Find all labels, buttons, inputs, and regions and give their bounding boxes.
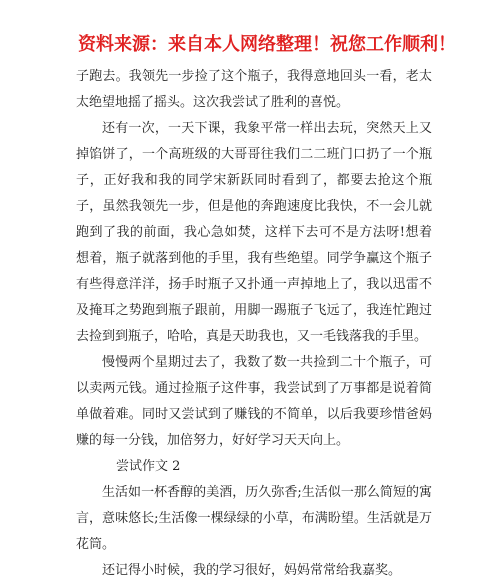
paragraph-continuation: 子跑去。我领先一步捡了这个瓶子，我得意地回头一看，老太太绝望地摇了摇头。这次我尝试了胜利的喜悦。 xyxy=(76,69,432,110)
document-body xyxy=(76,64,432,584)
paragraph-childhood: 还记得小时候，我的学习很好，妈妈常常给我嘉奖。 xyxy=(102,563,402,578)
section-subtitle: 尝试作文 2 xyxy=(116,459,181,474)
paragraph-conclusion: 慢慢两个星期过去了，我数了数一共捡到二十个瓶子，可以卖两元钱。通过捡瓶子这件事，我尝试到了万事都是说着简单做着难。同时又尝试到了赚钱的不简单，以后我要珍惜爸妈赚的每一分钱，加倍努力，好好学习天天向上。 xyxy=(76,355,432,448)
paragraph-life: 生活如一杯香醇的美酒，历久弥香;生活似一那么简短的寓言，意味悠长;生活像一棵绿绿的小草，布满盼望。生活就是万花筒。 xyxy=(76,485,432,552)
source-header: 资料来源：来自本人网络整理！祝您工作顺利！ xyxy=(78,34,456,55)
paragraph-bottle-story: 还有一次，一天下课，我象平常一样出去玩，突然天上又掉馅饼了，一个高班级的大哥哥往我们二二班门口扔了一个瓶子，正好我和我的同学宋新跃同时看到了，都要去抢这个瓶子，虽然我领先一步，但是他的奔跑速度比我快，不一会儿就跑到了我的前面，我心急如焚，这样下去可不是方法呀!想着想着，瓶子就落到他的手里，我有些绝望。同学争赢这个瓶子有些得意洋洋，扬手时瓶子又扑通一声掉地上了，我以迅雷不及掩耳之势跑到瓶子跟前，用脚一踢瓶子飞远了，我连忙跑过去捡到到瓶子，哈哈，真是天助我也，又一毛钱落我的手里。 xyxy=(76,121,432,344)
